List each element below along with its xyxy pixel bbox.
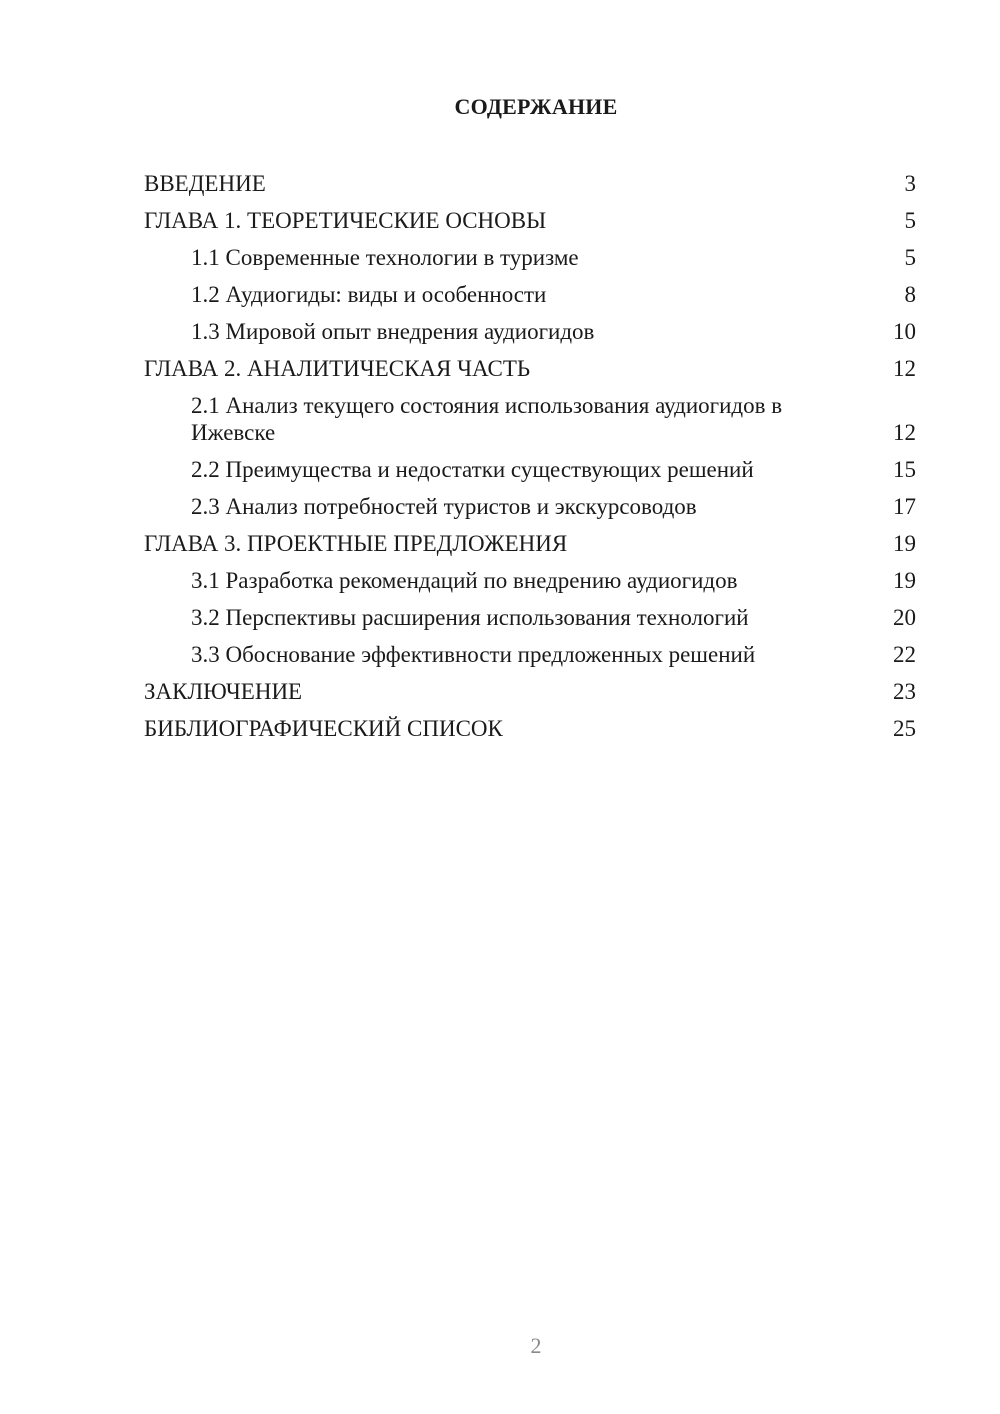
toc-entry-title: 1.2 Аудиогиды: виды и особенности (191, 282, 547, 307)
toc-entry-page: 15 (893, 457, 916, 482)
toc-entry-title: 1.3 Мировой опыт внедрения аудиогидов (191, 319, 595, 344)
toc-entry-section-2-3[interactable] (144, 493, 920, 520)
toc-entry-title: 1.1 Современные технологии в туризме (191, 245, 579, 270)
page-number: 2 (530, 1333, 542, 1358)
toc-entry-title: ГЛАВА 2. АНАЛИТИЧЕСКАЯ ЧАСТЬ (144, 356, 531, 381)
toc-entry-introduction[interactable] (144, 170, 920, 197)
toc-entry-section-1-1[interactable] (144, 244, 920, 271)
toc-entry-section-3-3[interactable] (144, 641, 920, 668)
toc-entry-section-1-3[interactable] (144, 318, 920, 345)
toc-entry-page: 8 (904, 282, 916, 307)
toc-entry-title: ГЛАВА 3. ПРОЕКТНЫЕ ПРЕДЛОЖЕНИЯ (144, 531, 568, 556)
toc-entry-section-3-2[interactable] (144, 604, 920, 631)
toc-entry-page: 19 (893, 531, 916, 556)
toc-entry-section-1-2[interactable] (144, 281, 920, 308)
toc-entry-title: 3.2 Перспективы расширения использования технологий (191, 605, 749, 630)
toc-entry-conclusion[interactable] (144, 678, 920, 705)
toc-entry-page: 10 (893, 319, 916, 344)
toc-entry-title: ЗАКЛЮЧЕНИЕ (144, 679, 303, 704)
toc-entry-page: 12 (893, 356, 916, 381)
toc-entry-title: 2.3 Анализ потребностей туристов и экскурсоводов (191, 494, 697, 519)
toc-entry-chapter-1[interactable] (144, 207, 920, 234)
toc-entry-chapter-3[interactable] (144, 530, 920, 557)
toc-entry-page: 3 (904, 171, 916, 196)
toc-entry-chapter-2[interactable] (144, 355, 920, 382)
toc-entry-title: ВВЕДЕНИЕ (144, 171, 266, 196)
toc-entry-page: 5 (904, 208, 916, 233)
toc-entry-section-2-1[interactable] (144, 392, 920, 446)
toc-entry-bibliography[interactable] (144, 715, 920, 742)
page-title: СОДЕРЖАНИЕ (454, 94, 618, 119)
toc-entry-title: 2.2 Преимущества и недостатки существующих решений (191, 457, 754, 482)
toc-entry-page: 23 (893, 679, 916, 704)
toc-entry-title: 2.1 Анализ текущего состояния использования аудиогидов в Ижевске (191, 393, 783, 445)
toc-entry-page: 5 (904, 245, 916, 270)
toc-entry-section-2-2[interactable] (144, 456, 920, 483)
toc-entry-page: 20 (893, 605, 916, 630)
toc-entry-page: 19 (893, 568, 916, 593)
toc-entry-page: 22 (893, 642, 916, 667)
toc-entry-title: 3.3 Обоснование эффективности предложенных решений (191, 642, 756, 667)
toc-entry-page: 17 (893, 494, 916, 519)
table-of-contents (144, 170, 920, 742)
toc-entry-page: 12 (893, 420, 916, 445)
toc-entry-section-3-1[interactable] (144, 567, 920, 594)
toc-entry-title: 3.1 Разработка рекомендаций по внедрению аудиогидов (191, 568, 738, 593)
toc-entry-title: БИБЛИОГРАФИЧЕСКИЙ СПИСОК (144, 716, 503, 741)
toc-entry-title: ГЛАВА 1. ТЕОРЕТИЧЕСКИЕ ОСНОВЫ (144, 208, 547, 233)
toc-entry-page: 25 (893, 716, 916, 741)
